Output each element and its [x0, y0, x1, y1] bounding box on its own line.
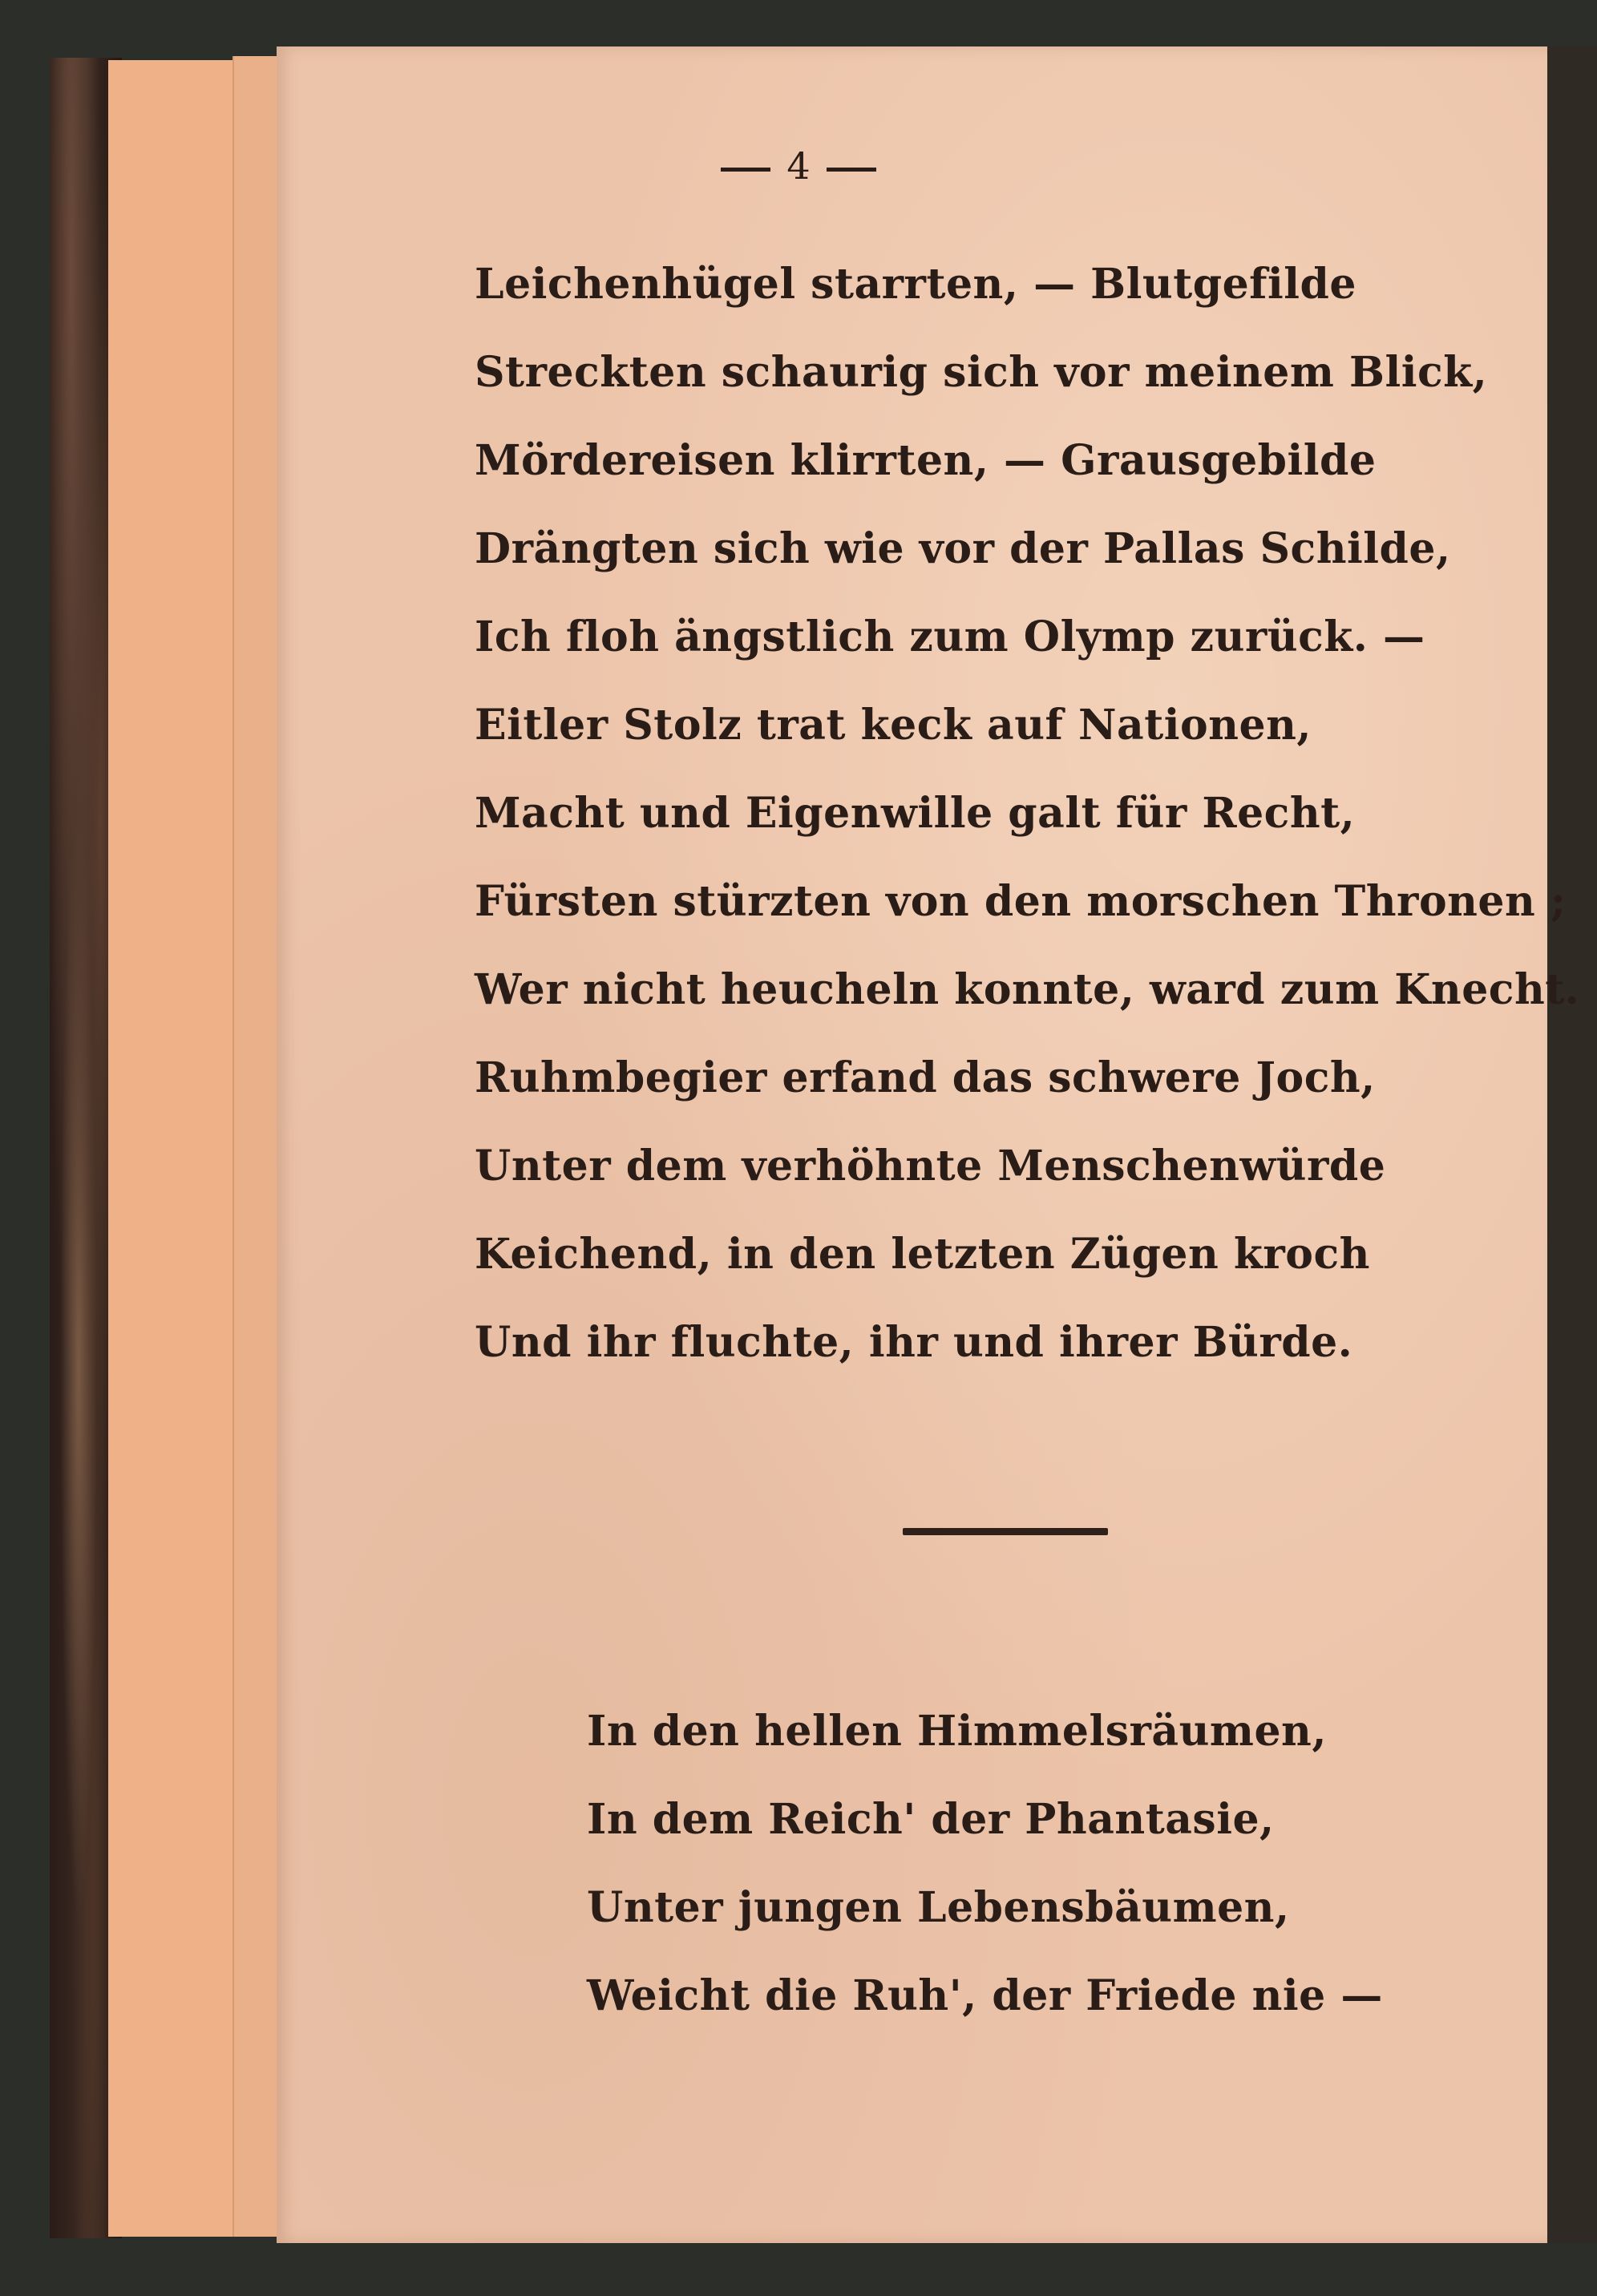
stanza-2-line: In den hellen Himmelsräumen, — [587, 1707, 1327, 1756]
stanza-1-line: Eitler Stolz trat keck auf Nationen, — [475, 701, 1312, 750]
stanza-2 — [587, 1688, 1383, 2040]
stanza-1-line: Leichenhügel starrten, — Blutgefilde — [475, 260, 1356, 309]
stanza-1-line: Mördereisen klirrten, — Grausgebilde — [475, 436, 1377, 485]
stanza-1-line: Wer nicht heucheln konnte, ward zum Knecht. — [475, 965, 1580, 1014]
stanza-1-line: Unter dem verhöhnte Menschenwürde — [475, 1142, 1386, 1190]
back-page-edge-inner — [232, 56, 282, 2237]
stanza-1-line: Ruhmbegier erfand das schwere Joch, — [475, 1053, 1376, 1102]
stanza-1-line: Keichend, in den letzten Zügen kroch — [475, 1230, 1370, 1279]
stanza-1-line: Macht und Eigenwille galt für Recht, — [475, 789, 1356, 838]
stanza-2-line: Weicht die Ruh', der Friede nie — — [587, 1971, 1383, 2020]
page-number — [0, 144, 1597, 188]
page-number-value: 4 — [786, 144, 811, 188]
stanza-1-line: Fürsten stürzten von den morschen Thronen ; — [475, 877, 1567, 926]
stanza-2-line: Unter jungen Lebensbäumen, — [587, 1883, 1290, 1932]
section-divider — [903, 1528, 1108, 1535]
stanza-1-line: Drängten sich wie vor der Pallas Schilde, — [475, 524, 1451, 573]
stanza-1-line: Und ihr fluchte, ihr und ihrer Bürde. — [475, 1318, 1353, 1367]
page-number-dash-right — [827, 168, 876, 172]
stanza-1 — [475, 241, 1579, 1387]
stanza-2-line: In dem Reich' der Phantasie, — [587, 1795, 1275, 1844]
stanza-1-line: Streckten schaurig sich vor meinem Blick, — [475, 348, 1488, 397]
stanza-1-line: Ich floh ängstlich zum Olymp zurück. — — [475, 612, 1425, 661]
page-number-dash-left — [721, 168, 770, 172]
